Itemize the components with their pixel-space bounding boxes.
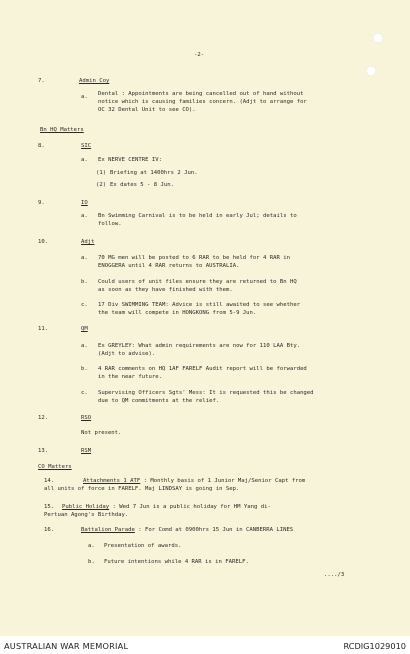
subitem-label: a. [81, 157, 88, 163]
item-number: 11. [38, 326, 49, 332]
subitem-text: OC 32 Dental Unit to see CO). [98, 107, 196, 113]
subitem-text: Presentation of awards. [104, 543, 182, 549]
subitem-label: b. [88, 559, 95, 565]
subitem-text: Bn Swimming Carnival is to be held in early Jul; details to [98, 213, 297, 219]
subitem-text: 17 Div SWIMMING TEAM: Advice is still awaited to see whether [98, 302, 301, 308]
punch-hole [366, 66, 376, 76]
item-number: 7. [38, 78, 45, 84]
subitem-text: Could users of unit files ensure they are returned to Bn HQ [98, 279, 297, 285]
item-number: 13. [38, 448, 49, 454]
subitem-label: a. [81, 255, 88, 261]
item-heading: QM [81, 326, 88, 332]
item-heading: SIC [81, 143, 92, 149]
subitem-text: due to QM commitments at the relief. [98, 398, 220, 404]
page-number: -2- [194, 52, 205, 58]
subitem-text: the team will compete in HONGKONG from 5-9 Jun. [98, 310, 257, 316]
subitem-text: Future intentions while 4 RAR is in FARELF. [104, 559, 249, 565]
item-text: Not present. [81, 430, 122, 436]
subitem-text: Briefing at 1400hrs 2 Jun. [110, 170, 198, 176]
subitem-text: Ex dates 5 - 8 Jun. [110, 182, 174, 188]
item-heading: Adjt [81, 239, 95, 245]
subitem-text: Ex NERVE CENTRE IV: [98, 157, 162, 163]
subitem-label: b. [81, 366, 88, 372]
subitem-text: ENOGGERA until 4 RAR returns to AUSTRALIA. [98, 263, 240, 269]
item-text-line [81, 527, 293, 534]
item-number: 16. [44, 527, 55, 533]
item-heading: Admin Coy [79, 78, 110, 84]
subitem-label: c. [81, 390, 88, 396]
subitem-label: a. [81, 343, 88, 349]
section-heading: CO Matters [38, 464, 72, 470]
item-text-line [83, 478, 305, 485]
item-lead: Battalion Parade [81, 527, 135, 533]
item-lead: Attachments 1 ATF [83, 478, 141, 484]
subitem-text: in the near future. [98, 374, 162, 380]
subitem-label: a. [88, 543, 95, 549]
footer-source: AUSTRALIAN WAR MEMORIAL [4, 641, 129, 651]
punch-hole [373, 33, 383, 43]
subitem-text: as soon as they have finished with them. [98, 287, 233, 293]
item-lead-rest: : Monthly basis of 1 Junior Maj/Senior Capt from [140, 478, 306, 484]
archive-footer [0, 636, 410, 654]
subitem-text: 4 RAR comments on HQ 1AF FARELF Audit report will be forwarded [98, 366, 307, 372]
item-number: 14. [44, 478, 55, 484]
continuation-marker: ..../3 [324, 572, 345, 578]
subitem-label: (1) [96, 170, 107, 176]
item-number: 9. [38, 200, 45, 206]
item-lead-rest: : For Comd at 0900hrs 15 Jun in CANBERRA LINES [134, 527, 294, 533]
subitem-label: b. [81, 279, 88, 285]
subitem-text: (Adjt to advise). [98, 351, 156, 357]
item-number: 10. [38, 239, 49, 245]
item-heading: RSO [81, 415, 92, 421]
item-lead: Public Holiday [62, 504, 110, 510]
section-heading: Bn HQ Matters [40, 127, 84, 133]
subitem-text: follow. [98, 221, 122, 227]
subitem-text: Supervising Officers Sgts' Mess: It is requested this be changed [98, 390, 314, 396]
subitem-text: Ex GREYLEY: What admin requirements are now for 110 LAA Bty. [98, 343, 301, 349]
footer-record-id: RCDIG1029010 [343, 641, 406, 651]
item-heading: RSM [81, 448, 92, 454]
item-text-line: Pertuan Agong's Birthday. [44, 512, 129, 518]
subitem-text: 70 MG men will be posted to 6 RAR to be held for 4 RAR in [98, 255, 290, 261]
item-text-line: all units of force in FARELF. Maj LINDSAY is going in Sep. [44, 486, 240, 492]
subitem-label: (2) [96, 182, 107, 188]
item-number: 12. [38, 415, 49, 421]
subitem-label: a. [81, 213, 88, 219]
item-number: 15. [44, 504, 55, 510]
item-number: 8. [38, 143, 45, 149]
subitem-text: notice which is causing families concern. (Adjt to arrange for [98, 99, 307, 105]
subitem-text: Dental : Appointments are being cancelled out of hand without [98, 91, 304, 97]
item-heading: IO [81, 200, 88, 206]
item-lead-rest: : Wed 7 Jun is a public holiday for HM Yang di- [109, 504, 271, 510]
subitem-label: a. [81, 94, 88, 100]
subitem-label: c. [81, 302, 88, 308]
item-text-line [62, 504, 271, 511]
